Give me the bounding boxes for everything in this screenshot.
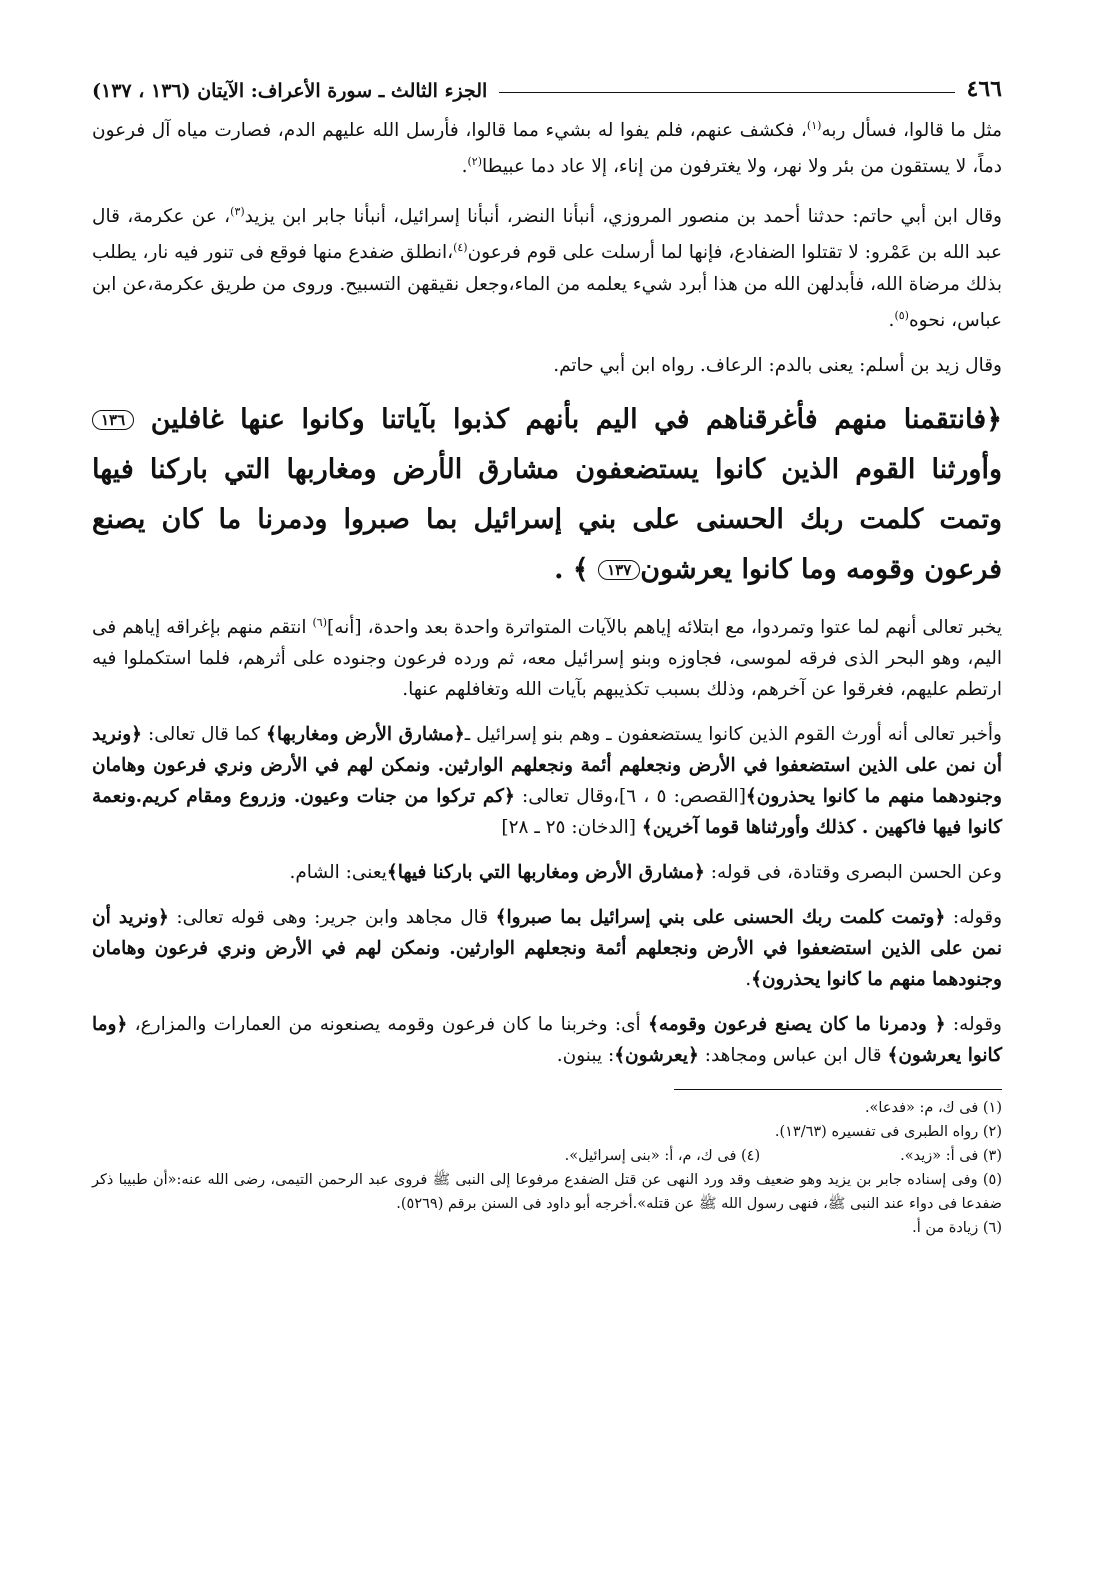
text: وقوله:: [945, 1013, 1002, 1035]
paragraph-5: [92, 719, 1002, 843]
text: قال مجاهد وابن جرير: وهى قوله تعالى:: [168, 906, 496, 928]
ornate-bracket-open: ﴿: [986, 403, 1003, 435]
paragraph-7: [92, 902, 1002, 995]
footnote-row: [92, 1144, 1002, 1168]
footnote-3: (٣) فى أ: «زيد».: [900, 1147, 1002, 1164]
footnote-4: (٤) فى ك، م، أ: «بنى إسرائيل».: [564, 1147, 761, 1164]
text: .: [888, 309, 895, 331]
text: وقال ابن أبي حاتم: حدثنا أحمد بن منصور المروزي، أنبأنا النضر، أنبأنا إسرائيل، أنبأنا جابر ابن يزيد: [244, 206, 1002, 228]
text: .: [745, 968, 752, 990]
text: مثل ما قالوا، فسأل ربه: [821, 120, 1002, 142]
running-title: الجزء الثالث ـ سورة الأعراف: الآيتان (١٣٦ ، ١٣٧): [92, 80, 488, 102]
footnote-ref: (٤): [453, 241, 468, 255]
paragraph-8: [92, 1009, 1002, 1071]
quran-verse-block: [92, 395, 1002, 595]
quran-quote: ﴿ونريد أن نمن على الذين استضعفوا في الأرض ونجعلهم أئمة ونجعلهم الوارثين. ونمكن لهم في الأرض ونري فرعون وهامان وجنودهما منهم ما كانوا يحذرون﴾: [92, 906, 1002, 990]
verse-number: ١٣٧: [598, 560, 640, 580]
quran-quote: ﴿وما كانوا يعرشون﴾: [92, 1013, 1002, 1066]
quran-quote: ﴿وتمت كلمت ربك الحسنى على بني إسرائيل بما صبروا﴾: [495, 906, 946, 928]
quran-quote: ﴿يعرشون﴾: [614, 1044, 699, 1066]
text: يعنى: الشام.: [289, 861, 387, 883]
footnote-ref: (٣): [230, 205, 245, 219]
footnote-5: (٥) وفى إسناده جابر بن يزيد وهو ضعيف وقد ورد النهى عن قتل الضفدع مرفوعا إلى النبى ﷺ فروى عبد الرحمن التيمى، رضى الله عنه:«أن طبيبا ذكر ضفدعا فى دواء عند النبى ﷺ، فنهى رسول الله ﷺ عن قتله».أخرجه أبو داود فى السنن برقم (٥٢٦٩).: [92, 1171, 1002, 1212]
text: وأخبر تعالى أنه أورث القوم الذين كانوا يستضعفون ـ وهم بنو إسرائيل ـ: [464, 723, 1002, 745]
text: انتقم منهم بإغراقه إياهم فى اليم، وهو البحر الذى فرقه لموسى، فجاوزه وبنو إسرائيل معه، ثم ورده فرعون وجنوده على أثرهم، فلما استكملوا فيه ارتطم عليهم، فغرقوا عن آخرهم، وذلك بسبب تكذيبهم بآيات الله وتغافلهم عنها.: [92, 616, 1002, 700]
quran-quote: ﴿مشارق الأرض ومغاربها التي باركنا فيها﴾: [386, 861, 705, 883]
verse-text: وأورثنا القوم الذين كانوا يستضعفون مشارق الأرض ومغاربها التي باركنا فيها وتمت كلمت ربك الحسنى على بني إسرائيل بما صبروا ودمرنا ما كان يصنع فرعون وقومه وما كانوا يعرشون: [92, 453, 1002, 585]
ornate-bracket-close: ﴾ .: [554, 553, 589, 585]
quran-quote: ﴿ ودمرنا ما كان يصنع فرعون وقومه﴾: [648, 1013, 946, 1035]
footnote-separator: [674, 1089, 1002, 1090]
text: قال ابن عباس ومجاهد:: [698, 1044, 888, 1066]
paragraph-2: [92, 196, 1002, 335]
footnote-2: (٢) رواه الطبرى فى تفسيره (١٣/٦٣).: [774, 1123, 1002, 1140]
text: [الدخان: ٢٥ ـ ٢٨]: [501, 816, 642, 838]
paragraph-4: [92, 607, 1002, 705]
footnote-ref: (٢): [467, 155, 483, 169]
footnote-6: (٦) زيادة من أ.: [912, 1219, 1002, 1236]
page-number: ٤٦٦: [966, 76, 1002, 102]
verse-number: ١٣٦: [92, 410, 134, 430]
footnotes: [92, 1096, 1002, 1240]
paragraph-3: وقال زيد بن أسلم: يعنى بالدم: الرعاف. رواه ابن أبي حاتم.: [553, 354, 1002, 376]
quran-quote: ﴿ونريد أن نمن على الذين استضعفوا في الأرض ونجعلهم أئمة ونجعلهم الوارثين. ونمكن لهم في الأرض ونري فرعون وهامان وجنودهما منهم ما كانوا يحذرون﴾: [92, 723, 1002, 807]
text: أى: وخربنا ما كان فرعون وقومه يصنعونه من العمارات والمزارع،: [127, 1013, 648, 1035]
text: وقوله:: [945, 906, 1003, 928]
footnote-ref: (١): [806, 119, 822, 132]
text: ،انطلق ضفدع منها فوقع فى تنور فيه نار، يطلب بذلك مرضاة الله، فأبدلهن الله من هذا أبرد شيء يعلمه من الماء،وجعل نقيقهن التسبيح. وروى من طريق عكرمة،عن ابن عباس، نحوه: [92, 242, 1002, 331]
text: يخبر تعالى أنهم لما عتوا وتمردوا، مع ابتلائه إياهم بالآيات المتواترة واحدة بعد واحدة، [أنه]: [327, 616, 1002, 638]
text: .: [461, 156, 468, 178]
header-rule: [499, 92, 954, 93]
text: كما قال تعالى:: [142, 723, 266, 745]
running-header: [92, 68, 1002, 102]
footnote-ref: (٦): [312, 615, 327, 629]
quran-quote: ﴿كم تركوا من جنات وعيون. وزروع ومقام كريم.ونعمة كانوا فيها فاكهين . كذلك وأورثناها قوما آخرين﴾: [92, 785, 1002, 838]
verse-text: فانتقمنا منهم فأغرقناهم في اليم بأنهم كذبوا بآياتنا وكانوا عنها غافلين: [150, 403, 987, 435]
text: [القصص: ٥ ، ٦]،وقال تعالى:: [514, 785, 746, 807]
paragraph-6: [92, 857, 1002, 888]
text: ، عن عكرمة، قال عبد الله بن عَمْرو: لا تقتلوا الضفادع، فإنها لما أرسلت على قوم فرعون: [92, 206, 1002, 264]
footnote-1: (١) فى ك، م: «فدعا».: [864, 1099, 1002, 1116]
text: ، فكشف عنهم، فلم يفوا له بشيء مما قالوا، فأرسل الله عليهم الدم، فصارت مياه آل فرعون دماً، لا يستقون من بئر ولا نهر، ولا يغترفون من إناء، إلا عاد دما عبيطا: [92, 120, 1002, 178]
paragraph-1: [92, 110, 1002, 182]
text: وعن الحسن البصرى وقتادة، فى قوله:: [704, 861, 1002, 883]
quran-quote: ﴿مشارق الأرض ومغاربها﴾: [266, 723, 465, 745]
footnote-ref: (٥): [894, 308, 909, 322]
text: : يبنون.: [556, 1044, 615, 1066]
